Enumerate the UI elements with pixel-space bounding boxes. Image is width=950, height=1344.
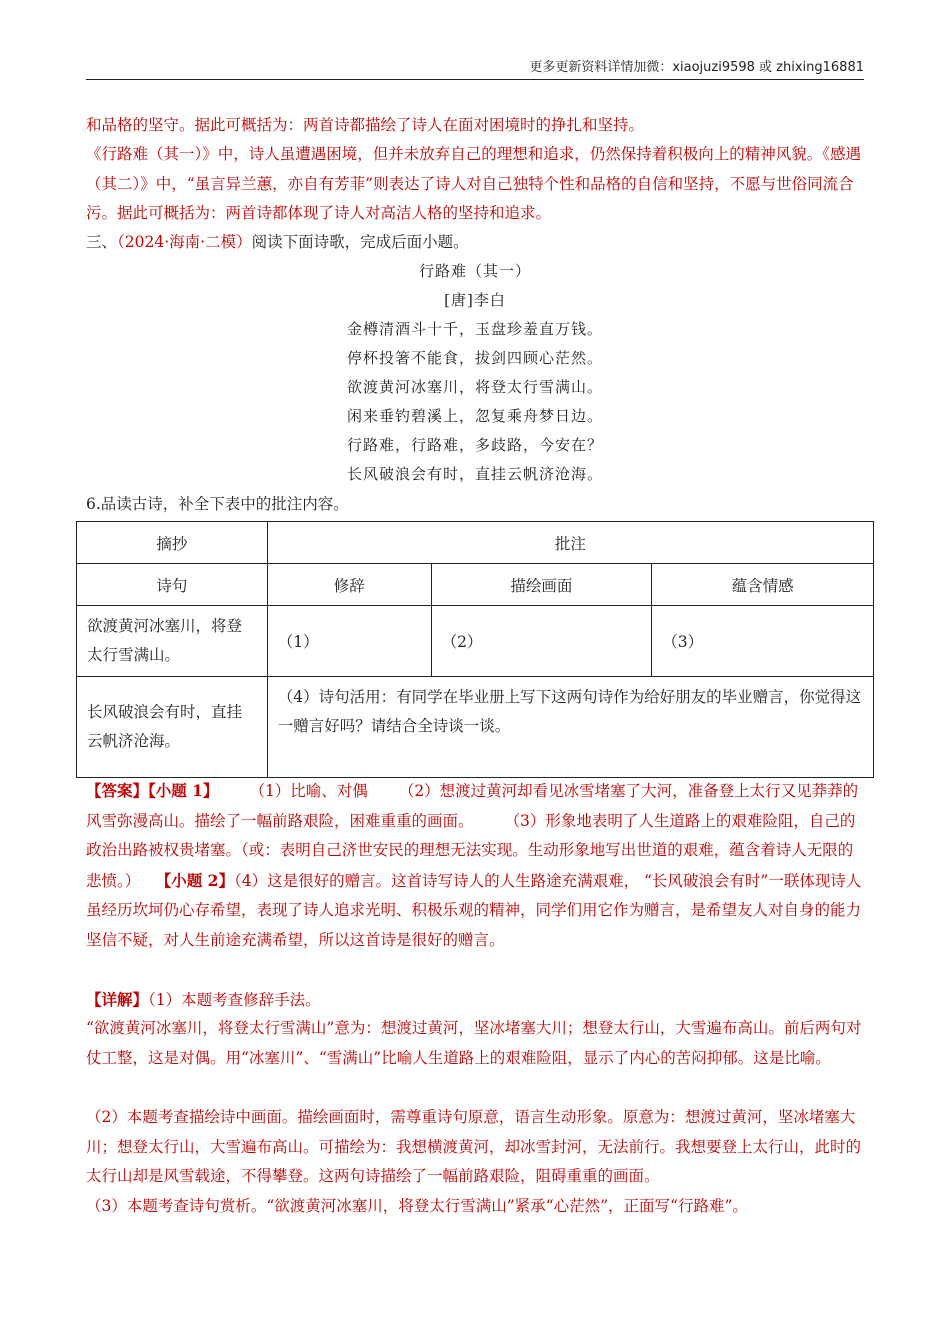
- header-annotation: 批注: [267, 522, 873, 564]
- section-prefix: 三、: [86, 233, 118, 251]
- row1-blank-1: （1）: [267, 606, 431, 677]
- table-subheader-row: [77, 564, 874, 606]
- row1-blank-2: （2）: [431, 606, 652, 677]
- row1-line: 欲渡黄河冰塞川，将登太行雪满山。: [77, 606, 268, 677]
- row1-blank-3: （3）: [652, 606, 874, 677]
- intro-line: 和品格的坚守。据此可概括为：两首诗都描绘了诗人在面对困境时的挣扎和坚持。: [86, 116, 645, 134]
- row2-question: （4）诗句活用：有同学在毕业册上写下这两句诗作为给好朋友的毕业赠言，你觉得这一赠言好吗？请结合全诗谈一谈。: [267, 677, 873, 778]
- answer-2: （2）想渡过黄河却看见冰雪堵塞了大河，准备登上太行又见莽莽的风雪弥漫高山。描绘了一幅前路艰险，困难重重的画面。: [86, 782, 859, 830]
- answer-3: （3）形象地表明了人生道路上的艰难险阻，自己的政治出路被权贵堵塞。（或：表明自己济世安民的理想无法实现。生动形象地写出世道的艰难，蕴含着诗人无限的悲愤。）: [86, 811, 856, 890]
- poem-line: 欲渡黄河冰塞川，将登太行雪满山。: [346, 378, 603, 396]
- poem-line: 金樽清酒斗十千，玉盘珍羞直万钱。: [346, 320, 603, 338]
- header-line: 诗句: [77, 564, 268, 606]
- explain-label: 【详解】: [86, 990, 149, 1009]
- section-source: （2024·海南·二模）: [117, 233, 252, 251]
- explain-heading: [86, 985, 866, 1016]
- poem-line: 行路难，行路难，多歧路，今安在？: [346, 436, 603, 454]
- explain-2: （2）本题考查描绘诗中画面。描绘画面时，需尊重诗句原意，语言生动形象。原意为：想渡过黄河，坚冰堵塞大川；想登太行山，大雪遍布高山。可描绘为：我想横渡黄河，却冰雪封河，无法前行。我想要登上太行山，此时的太行山却是风雪载途，不得攀登。这两句诗描绘了一幅前路艰险，阻碍重重的画面。: [86, 1108, 862, 1185]
- annotation-table: [76, 521, 874, 778]
- table-row: [77, 606, 874, 677]
- page-header: [86, 56, 864, 80]
- poem-author: [唐]李白: [444, 291, 506, 309]
- header-emotion: 蕴含情感: [652, 564, 874, 606]
- table-header-row: [77, 522, 874, 564]
- answer-label-2: 【小题 2】: [155, 870, 234, 890]
- header-rhetoric: 修辞: [267, 564, 431, 606]
- question-6: 6.品读古诗，补全下表中的批注内容。: [86, 495, 349, 513]
- section-3-heading: [86, 228, 866, 258]
- header-excerpt: 摘抄: [77, 522, 268, 564]
- poem-title: 行路难（其一）: [418, 262, 531, 280]
- poem-line: 长风破浪会有时，直挂云帆济沧海。: [346, 465, 603, 483]
- poem-line: 停杯投箸不能食，拔剑四顾心茫然。: [346, 349, 603, 367]
- answer-block: [86, 776, 866, 955]
- answer-4: （4）这是很好的赠言。这首诗写诗人的人生路途充满艰难， “长风破浪会有时”一联体现诗人 虽经历坎坷仍心存希望，表现了诗人追求光明、积极乐观的精神，同学们用它作为赠言，是希望友人对自身的能力坚信不疑，对人生前途充满希望，所以这首诗是很好的赠言。: [86, 871, 862, 949]
- answer-label: 【答案】【小题 1】: [86, 781, 219, 800]
- explain-1-title: （1）本题考查修辞手法。: [148, 991, 321, 1009]
- answer-1: （1）比喻、对偶: [249, 782, 368, 800]
- explain-3: （3）本题考查诗句赏析。“欲渡黄河冰塞川，将登太行雪满山”紧承“心茫然”，正面写“行路难”。: [86, 1197, 748, 1215]
- row2-line: 长风破浪会有时，直挂云帆济沧海。: [77, 677, 268, 778]
- section-instruction: 阅读下面诗歌，完成后面小题。: [251, 233, 469, 251]
- explain-1-body: “欲渡黄河冰塞川，将登太行雪满山”意为：想渡过黄河，坚冰堵塞大川；想登太行山，大雪遍布高山。前后两句对仗工整，这是对偶。用“冰塞川”、“雪满山”比喻人生道路上的艰难险阻，显示了内心的苦闷抑郁。这是比喻。: [86, 1019, 862, 1067]
- intro-paragraph: 《行路难（其一）》中，诗人虽遭遇困境，但并未放弃自己的理想和追求，仍然保持着积极向上的精神风貌。《感遇（其二）》中，“虽言异兰蕙，亦自有芳菲”则表达了诗人对自己独特个性和品格的自信和坚持，不愿与世俗同流合污。据此可概括为：两首诗都体现了诗人对高洁人格的坚持和追求。: [86, 145, 862, 222]
- header-text: 更多更新资料详情加微：xiaojuzi9598 或 zhixing16881: [529, 60, 864, 75]
- table-row: [77, 677, 874, 778]
- header-scene: 描绘画面: [431, 564, 652, 606]
- poem-line: 闲来垂钓碧溪上，忽复乘舟梦日边。: [346, 407, 603, 425]
